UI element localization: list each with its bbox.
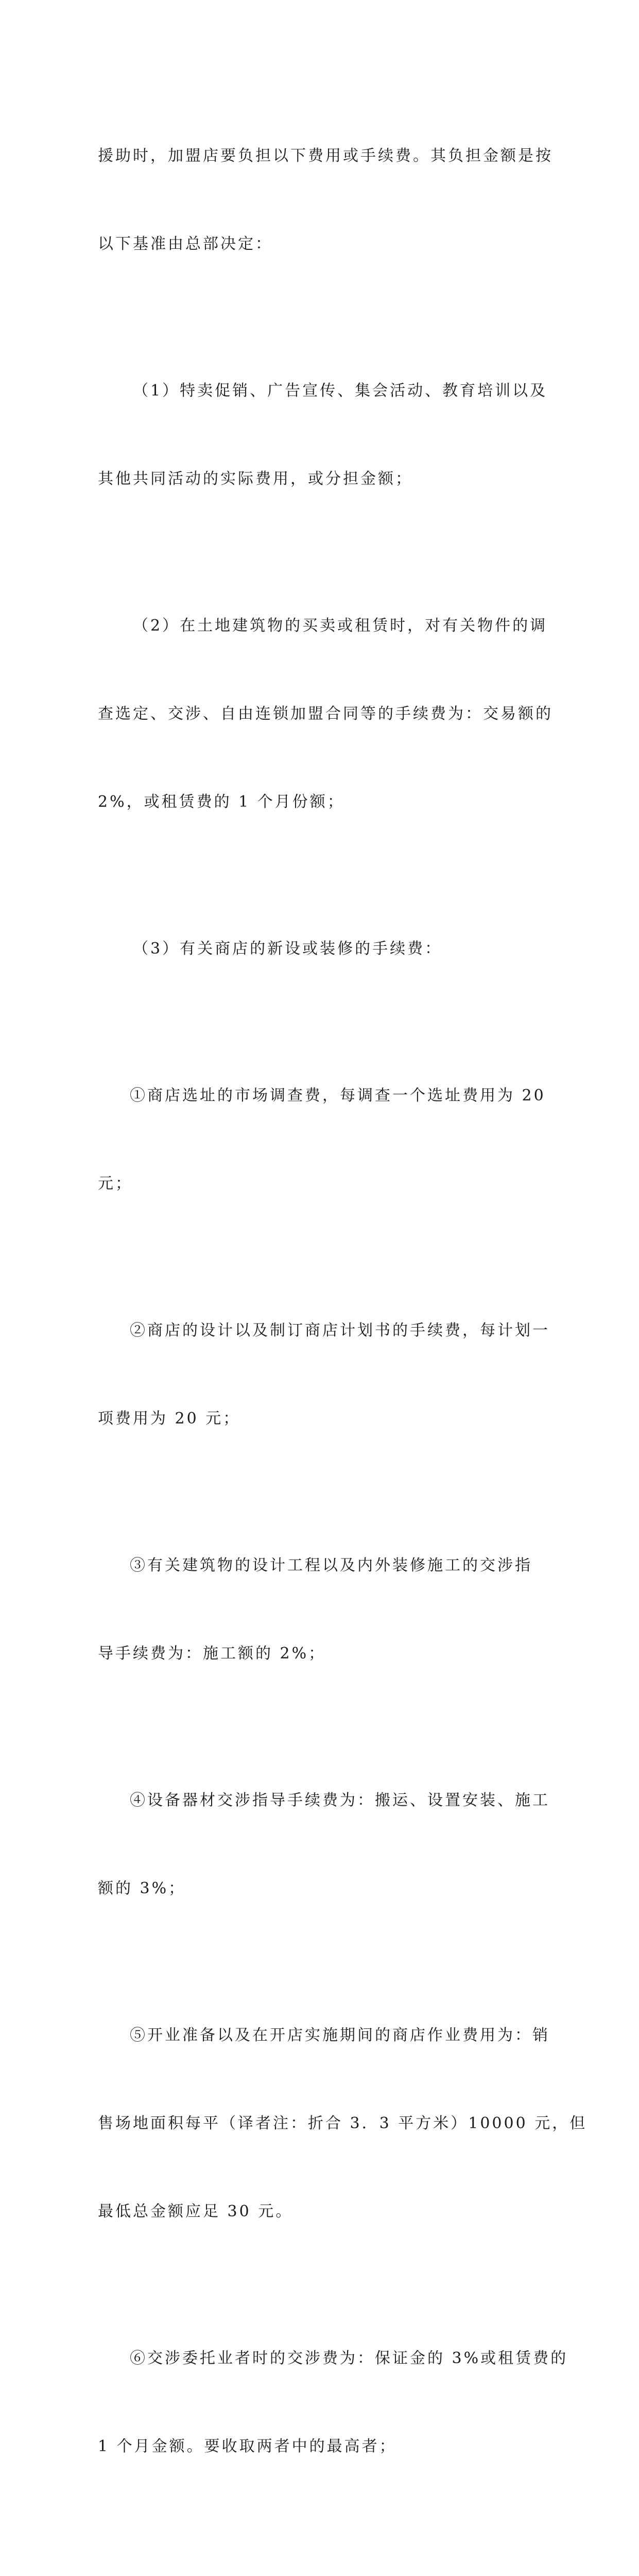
text-line: 额的 3%； xyxy=(98,1879,186,1897)
paragraph-subitem-6 xyxy=(98,2285,568,2520)
paragraph-subitem-2 xyxy=(98,1257,551,1492)
text-line: ⑥交涉委托业者时的交涉费为：保证金的 3%或租赁费的 xyxy=(130,2349,568,2367)
document-body xyxy=(98,82,588,2576)
paragraph-subitem-1 xyxy=(98,1022,551,1257)
text-line: 元； xyxy=(98,1175,133,1193)
paragraph-item-1 xyxy=(98,317,551,552)
paragraph-subitem-3 xyxy=(98,1492,551,1727)
paragraph-subitem-5 xyxy=(98,1962,588,2285)
text-line: （1）特卖促销、广告宣传、集会活动、教育培训以及 xyxy=(133,382,548,400)
paragraph-subitem-7 xyxy=(98,2520,551,2576)
text-line: （2）在土地建筑物的买卖或租赁时，对有关物件的调 xyxy=(133,617,548,635)
text-line: 导手续费为：施工额的 2%； xyxy=(98,1645,326,1663)
paragraph-intro xyxy=(98,82,551,317)
text-line: ④设备器材交涉指导手续费为：搬运、设置安装、施工 xyxy=(130,1791,550,1809)
text-line: 项费用为 20 元； xyxy=(98,1410,241,1428)
text-line: 援助时，加盟店要负担以下费用或手续费。其负担金额是按 xyxy=(98,147,553,165)
paragraph-item-3 xyxy=(98,875,551,1022)
text-line: 查选定、交涉、自由连锁加盟合同等的手续费为：交易额的 xyxy=(98,705,553,723)
text-line: ①商店选址的市场调查费，每调查一个选址费用为 20 xyxy=(130,1087,546,1105)
text-line: ⑤开业准备以及在开店实施期间的商店作业费用为：销 xyxy=(130,2026,550,2044)
text-line: ③有关建筑物的设计工程以及内外装修施工的交涉指 xyxy=(130,1556,532,1574)
paragraph-item-2 xyxy=(98,552,551,875)
text-line: 其他共同活动的实际费用，或分担金额； xyxy=(98,470,413,488)
text-line: 2%，或租赁费的 1 个月份额； xyxy=(98,793,345,811)
paragraph-subitem-4 xyxy=(98,1727,551,1962)
text-line: 最低总金额应足 30 元。 xyxy=(98,2202,293,2221)
text-line: ②商店的设计以及制订商店计划书的手续费，每计划一 xyxy=(130,1321,550,1340)
text-line: （3）有关商店的新设或装修的手续费： xyxy=(133,940,443,958)
text-line: 以下基准由总部决定： xyxy=(98,235,273,253)
text-line: 1 个月金额。要收取两者中的最高者； xyxy=(98,2437,397,2455)
text-line: 售场地面积每平（译者注：折合 3．3 平方米）10000 元，但 xyxy=(98,2114,588,2132)
